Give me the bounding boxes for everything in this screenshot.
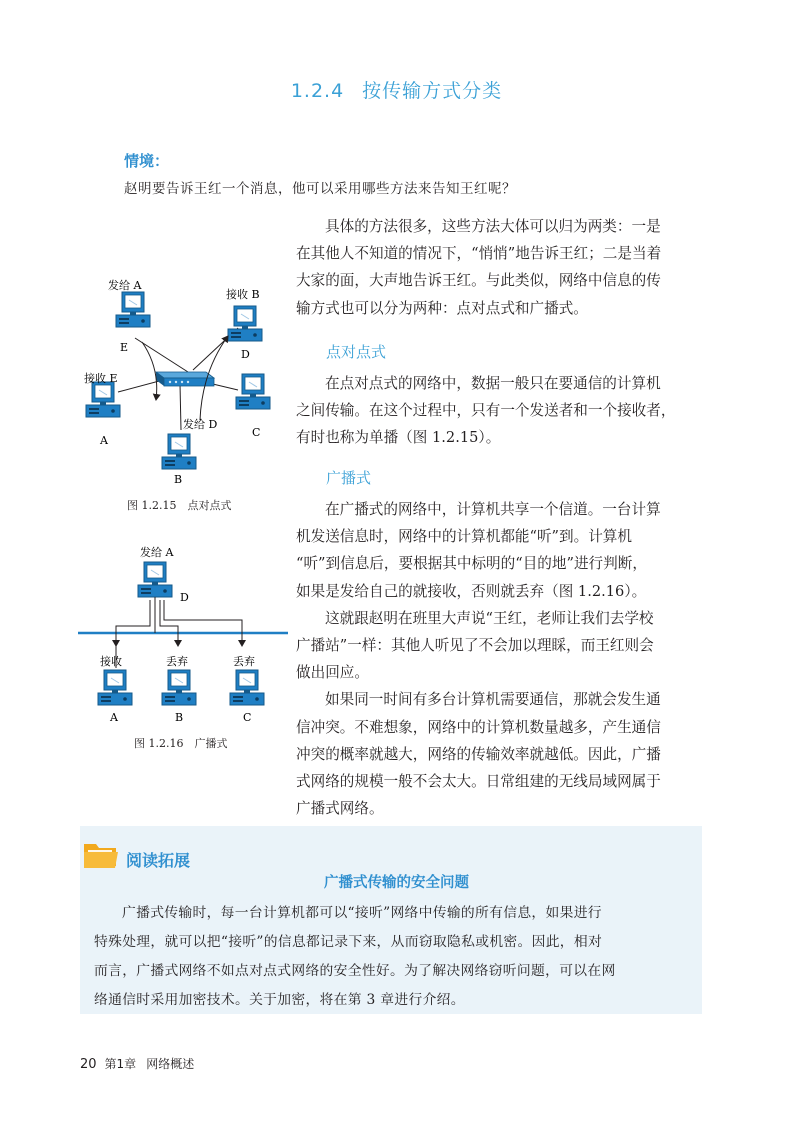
intro-line: 在其他人不知道的情况下，“悄悄”地告诉王红；二是当着	[296, 245, 662, 263]
broadcast-line: 在广播式的网络中，计算机共享一个信道。一台计算	[325, 501, 661, 518]
broadcast-diagram	[78, 540, 290, 730]
label-node-d: D	[180, 591, 189, 604]
broadcast-line: 信冲突。不难想象，网络中的计算机数量越多，产生通信	[296, 718, 661, 736]
section-number: 1.2.4	[290, 80, 345, 102]
p2p-heading: 点对点式	[326, 343, 387, 361]
computer-icon	[86, 382, 120, 417]
p2p-line: 在点对点式的网络中，数据一般只在要通信的计算机	[325, 375, 661, 392]
computer-icon	[236, 374, 270, 409]
context-label: 情境：	[124, 152, 170, 170]
label-node-a: A	[110, 711, 118, 724]
p2p-line: 有时也称为单播（图 1.2.15）。	[296, 429, 501, 447]
broadcast-line: “听”到信息后，要根据其中标明的“目的地”进行判断，	[296, 555, 647, 573]
label-node-b: B	[174, 473, 183, 486]
reading-line: 络通信时采用加密技术。关于加密，将在第 3 章进行介绍。	[94, 992, 465, 1008]
chapter-title: 网络概述	[146, 1057, 195, 1071]
reading-line: 特殊处理，就可以把“接听”的信息都记录下来，从而窃取隐私或机密。因此，相对	[94, 934, 603, 950]
reading-line: 而言，广播式网络不如点对点式网络的安全性好。为了解决网络窃听问题，可以在网	[94, 963, 616, 979]
label-send-a: 发给 A	[140, 546, 174, 559]
arrow-icon	[164, 600, 242, 646]
fig15-caption: 图 1.2.15 点对点式	[127, 499, 232, 512]
p2p-paragraph	[296, 370, 704, 452]
computer-icon	[116, 292, 150, 327]
broadcast-line: 如果同一时间有多台计算机需要通信，那就会发生通	[325, 691, 661, 709]
label-recv-b: 接收 B	[226, 288, 260, 301]
label-node-a: A	[100, 434, 108, 447]
intro-paragraph	[296, 213, 704, 322]
chapter-label: 第1章	[104, 1057, 137, 1071]
section-title	[0, 76, 793, 103]
broadcast-line: 机发送信息时，网络中的计算机都能“听”到。计算机	[296, 528, 632, 546]
computer-icon	[230, 670, 264, 705]
reading-line: 广播式传输时，每一台计算机都可以“接听”网络中传输的所有信息，如果进行	[122, 905, 602, 921]
computer-icon	[98, 670, 132, 705]
label-node-b: B	[175, 711, 184, 724]
reading-title: 广播式传输的安全问题	[324, 875, 469, 891]
broadcast-paragraph	[296, 496, 704, 822]
context-question: 赵明要告诉王红一个消息，他可以采用哪些方法来告知王红呢？	[124, 181, 516, 197]
intro-line: 大家的面，大声地告诉王红。与此类似，网络中信息的传	[296, 272, 661, 290]
label-send-a: 发给 A	[108, 279, 142, 292]
label-node-c: C	[243, 711, 252, 724]
label-node-c: C	[252, 426, 261, 439]
section-title-text: 按传输方式分类	[362, 80, 503, 102]
label-recv-e: 接收 E	[84, 372, 118, 385]
broadcast-line: 这就跟赵明在班里大声说“王红，老师让我们去学校	[325, 609, 654, 627]
broadcast-line: 广播式网络。	[296, 800, 384, 818]
reading-paragraph	[94, 899, 694, 1015]
intro-line: 输方式也可以分为两种：点对点式和广播式。	[296, 299, 588, 317]
fig16-caption: 图 1.2.16 广播式	[134, 737, 228, 750]
broadcast-line: 广播站”一样：其他人听见了不会加以理睬，而王红则会	[296, 637, 654, 655]
label-drop: 丢弃	[233, 655, 255, 668]
arrow-icon	[160, 600, 178, 646]
computer-icon	[138, 562, 172, 597]
arrow-icon	[116, 600, 150, 646]
page-number: 20	[80, 1057, 97, 1072]
folder-icon	[82, 838, 120, 870]
broadcast-line: 做出回应。	[296, 664, 369, 682]
label-node-e: E	[120, 341, 129, 354]
link-b	[180, 384, 181, 430]
p2p-line: 之间传输。在这个过程中，只有一个发送者和一个接收者，	[296, 402, 676, 420]
reading-head: 阅读拓展	[126, 851, 191, 870]
label-receive: 接收	[100, 655, 122, 668]
broadcast-line: 如果是发给自己的就接收，否则就丢弃（图 1.2.16）。	[296, 582, 647, 600]
broadcast-line: 冲突的概率就越大，网络的传输效率就越低。因此，广播	[296, 745, 661, 763]
computer-icon	[162, 434, 196, 469]
p2p-diagram	[78, 272, 288, 490]
computer-icon	[162, 670, 196, 705]
broadcast-heading: 广播式	[326, 469, 372, 487]
intro-line: 具体的方法很多，这些方法大体可以归为两类：一是	[325, 218, 661, 235]
label-node-d: D	[241, 348, 250, 361]
label-send-d: 发给 D	[183, 418, 218, 431]
computer-icon	[228, 306, 262, 341]
broadcast-line: 式网络的规模一般不会太大。日常组建的无线局域网属于	[296, 773, 661, 791]
page-footer	[80, 1055, 194, 1072]
label-drop: 丢弃	[166, 655, 188, 668]
